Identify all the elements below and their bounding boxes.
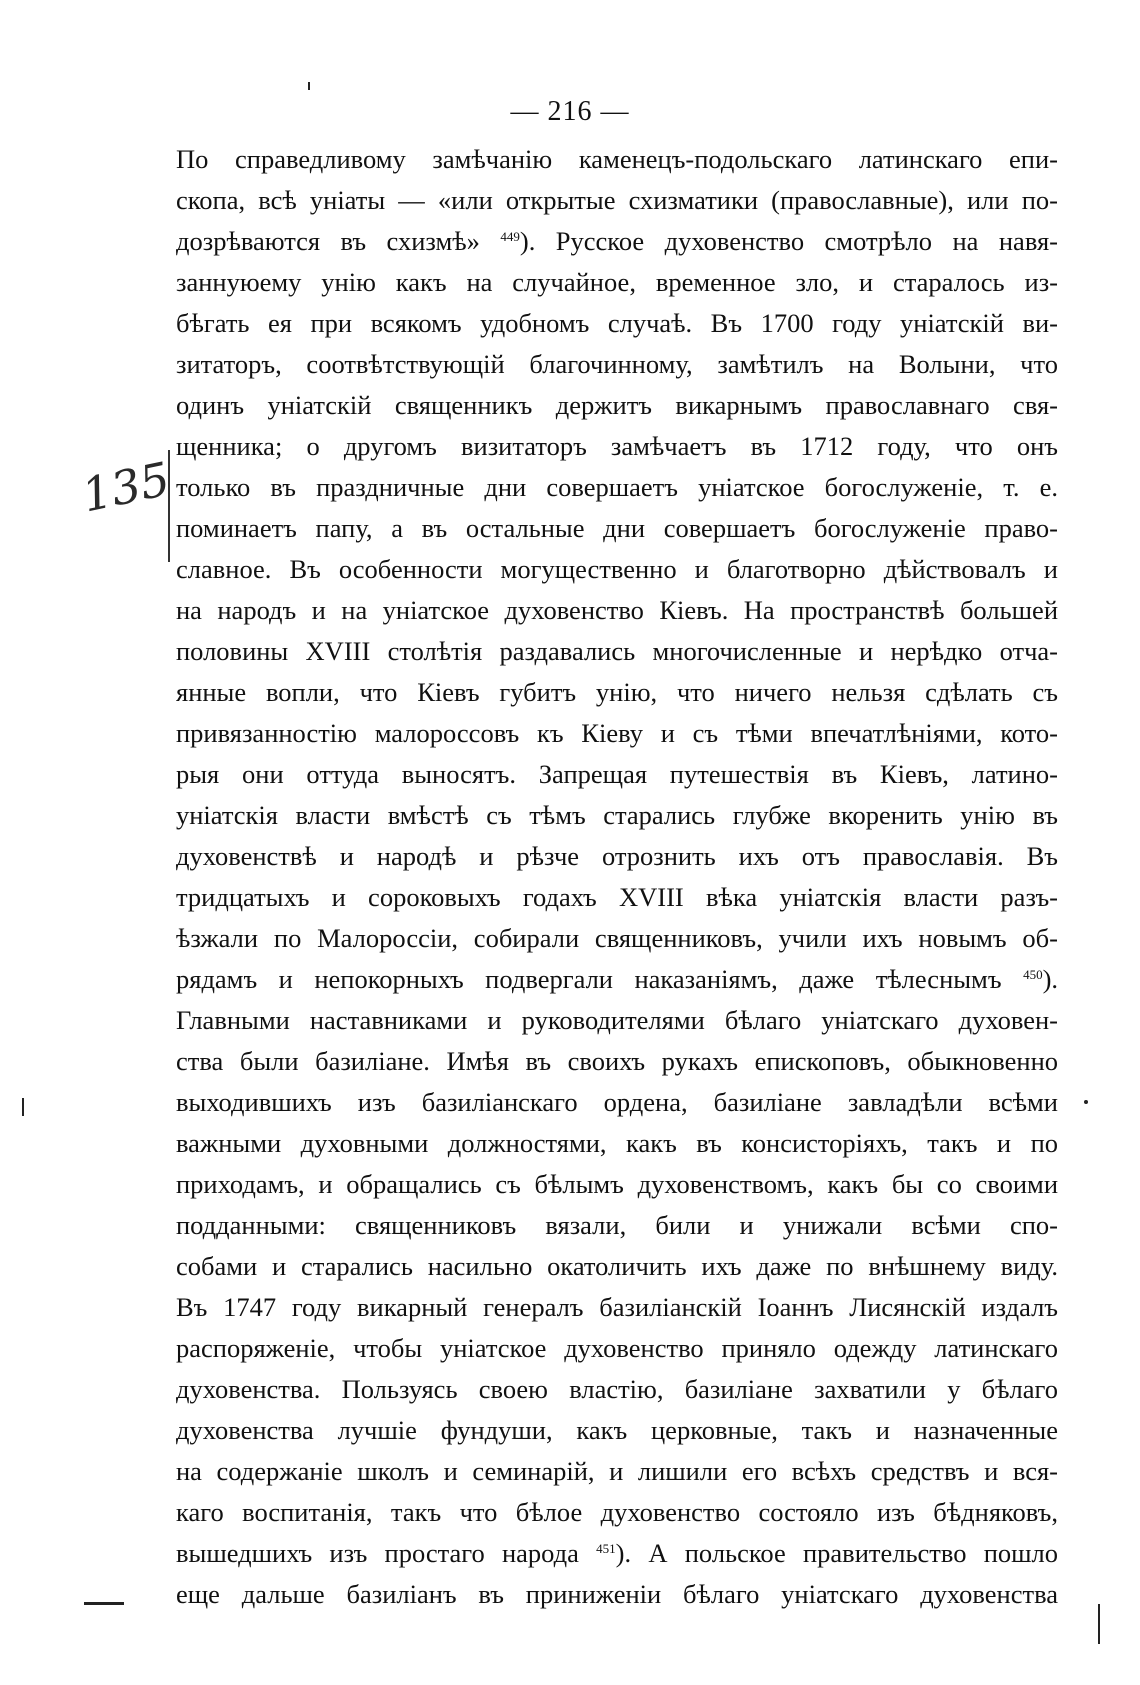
text-line xyxy=(176,262,1058,303)
line-30: распоряженіе, чтобы уніатское духовенство приняло одежду латинскаго xyxy=(176,1333,1058,1363)
line-8: щенника; о другомъ визитаторъ замѣчаетъ въ 1712 году, что онъ xyxy=(176,431,1058,461)
footnote-ref-449: 449 xyxy=(500,229,520,244)
text-line xyxy=(176,1082,1058,1123)
text-line xyxy=(176,1492,1058,1533)
line-35 xyxy=(176,1533,1058,1574)
text-line xyxy=(176,1205,1058,1246)
line-21-tail: ). xyxy=(1042,964,1059,994)
scan-mark xyxy=(308,82,310,90)
line-33: на содержаніе школъ и семинарій, и лишили его всѣхъ средствъ и вся- xyxy=(176,1456,1058,1486)
line-17: уніатскія власти вмѣстѣ съ тѣмъ старались глубже вкоренить унію въ xyxy=(176,800,1058,830)
line-19: тридцатыхъ и сороковыхъ годахъ XVIII вѣка уніатскія власти разъ- xyxy=(176,882,1058,912)
line-18: духовенствѣ и народѣ и рѣзче отрознить ихъ отъ православія. Въ xyxy=(176,841,1058,871)
line-10: поминаетъ папу, а въ остальные дни совершаетъ богослуженіе право- xyxy=(176,513,1058,543)
line-3-text: дозрѣваются въ схизмѣ» xyxy=(176,226,480,256)
text-line xyxy=(176,1164,1058,1205)
line-35-text: вышедшихъ изъ простаго народа xyxy=(176,1538,579,1568)
text-line xyxy=(176,1410,1058,1451)
line-7: одинъ уніатскій священникъ держитъ викарнымъ православнаго свя- xyxy=(176,390,1058,420)
line-11: славное. Въ особенности могущественно и благотворно дѣйствовалъ и xyxy=(176,554,1058,584)
text-line xyxy=(176,180,1058,221)
text-line xyxy=(176,1533,1058,1574)
text-line xyxy=(176,713,1058,754)
body-text xyxy=(176,139,1058,1615)
line-34: каго воспитанія, такъ что бѣлое духовенство состояло изъ бѣдняковъ, xyxy=(176,1497,1058,1527)
line-32: духовенства лучшіе фундуши, какъ церковные, такъ и назначенные xyxy=(176,1415,1058,1445)
handwritten-margin-note: 135 xyxy=(77,451,175,523)
line-13: половины XVIII столѣтія раздавались многочисленные и нерѣдко отча- xyxy=(176,636,1058,666)
text-line xyxy=(176,836,1058,877)
text-line xyxy=(176,549,1058,590)
text-line xyxy=(176,1369,1058,1410)
line-2: скопа, всѣ уніаты — «или открытые схизматики (православные), или по- xyxy=(176,185,1058,215)
text-line xyxy=(176,1451,1058,1492)
text-line xyxy=(176,877,1058,918)
text-line xyxy=(176,959,1058,1000)
line-6: зитаторъ, соотвѣтствующій благочинному, замѣтилъ на Волыни, что xyxy=(176,349,1058,379)
text-line xyxy=(176,508,1058,549)
text-line xyxy=(176,1000,1058,1041)
text-line xyxy=(176,1328,1058,1369)
text-line xyxy=(176,344,1058,385)
text-line xyxy=(176,139,1058,180)
footnote-ref-450: 450 xyxy=(1023,967,1043,982)
line-31: духовенства. Пользуясь своею властію, базиліане захватили у бѣлаго xyxy=(176,1374,1058,1404)
line-4: заннуюему унію какъ на случайное, временное зло, и старалось из- xyxy=(176,267,1058,297)
line-36: еще дальше базиліанъ въ приниженіи бѣлаго уніатскаго духовенства xyxy=(176,1579,1058,1609)
text-line xyxy=(176,918,1058,959)
scan-mark xyxy=(1084,1100,1088,1104)
text-line xyxy=(176,1246,1058,1287)
line-16: рыя они оттуда выносятъ. Запрещая путешествія въ Кіевъ, латино- xyxy=(176,759,1058,789)
line-5: бѣгать ея при всякомъ удобномъ случаѣ. Въ 1700 году уніатскій ви- xyxy=(176,308,1058,338)
margin-bracket xyxy=(168,450,170,562)
text-line xyxy=(176,631,1058,672)
line-29: Въ 1747 году викарный генералъ базиліанскій Іоаннъ Лисянскій издалъ xyxy=(176,1292,1058,1322)
text-line xyxy=(176,1041,1058,1082)
scan-mark xyxy=(84,1602,124,1605)
text-line xyxy=(176,467,1058,508)
text-line xyxy=(176,221,1058,262)
text-line xyxy=(176,1123,1058,1164)
line-35-tail: ). А польское правительство пошло xyxy=(615,1538,1059,1568)
line-20: ѣзжали по Малороссіи, собирали священниковъ, учили ихъ новымъ об- xyxy=(176,923,1058,953)
line-27: подданными: священниковъ вязали, били и унижали всѣми спо- xyxy=(176,1210,1058,1240)
text-line xyxy=(176,672,1058,713)
line-12: на народъ и на уніатское духовенство Кіевъ. На пространствѣ большей xyxy=(176,595,1058,625)
footnote-ref-451: 451 xyxy=(596,1541,616,1556)
page-number: — 216 — xyxy=(510,96,630,127)
text-line xyxy=(176,754,1058,795)
scan-mark xyxy=(22,1098,24,1116)
line-28: собами и старались насильно окатоличить ихъ даже по внѣшнему виду. xyxy=(176,1251,1058,1281)
line-24: выходившихъ изъ базиліанскаго ордена, базиліане завладѣли всѣми xyxy=(176,1087,1058,1117)
text-line xyxy=(176,426,1058,467)
scan-mark xyxy=(1098,1604,1100,1644)
line-21-text: рядамъ и непокорныхъ подвергали наказаніямъ, даже тѣлеснымъ xyxy=(176,964,1002,994)
line-21 xyxy=(176,959,1058,1000)
text-line xyxy=(176,1287,1058,1328)
line-25: важными духовными должностями, какъ въ консисторіяхъ, такъ и по xyxy=(176,1128,1058,1158)
line-3 xyxy=(176,221,1058,262)
text-line xyxy=(176,1574,1058,1615)
text-line xyxy=(176,303,1058,344)
text-line xyxy=(176,385,1058,426)
line-26: приходамъ, и обращались съ бѣлымъ духовенствомъ, какъ бы со своими xyxy=(176,1169,1058,1199)
line-9: только въ праздничные дни совершаетъ уніатское богослуженіе, т. е. xyxy=(176,472,1058,502)
text-line xyxy=(176,795,1058,836)
line-1: По справедливому замѣчанію каменецъ-подольскаго латинскаго епи- xyxy=(176,144,1058,174)
line-3-tail: ). Русское духовенство смотрѣло на навя- xyxy=(519,226,1058,256)
line-14: янные вопли, что Кіевъ губитъ унію, что ничего нельзя сдѣлать съ xyxy=(176,677,1058,707)
text-line xyxy=(176,590,1058,631)
line-15: привязанностію малороссовъ къ Кіеву и съ тѣми впечатлѣніями, кото- xyxy=(176,718,1058,748)
line-22: Главными наставниками и руководителями бѣлаго уніатскаго духовен- xyxy=(176,1005,1058,1035)
line-23: ства были базиліане. Имѣя въ своихъ рукахъ епископовъ, обыкновенно xyxy=(176,1046,1058,1076)
